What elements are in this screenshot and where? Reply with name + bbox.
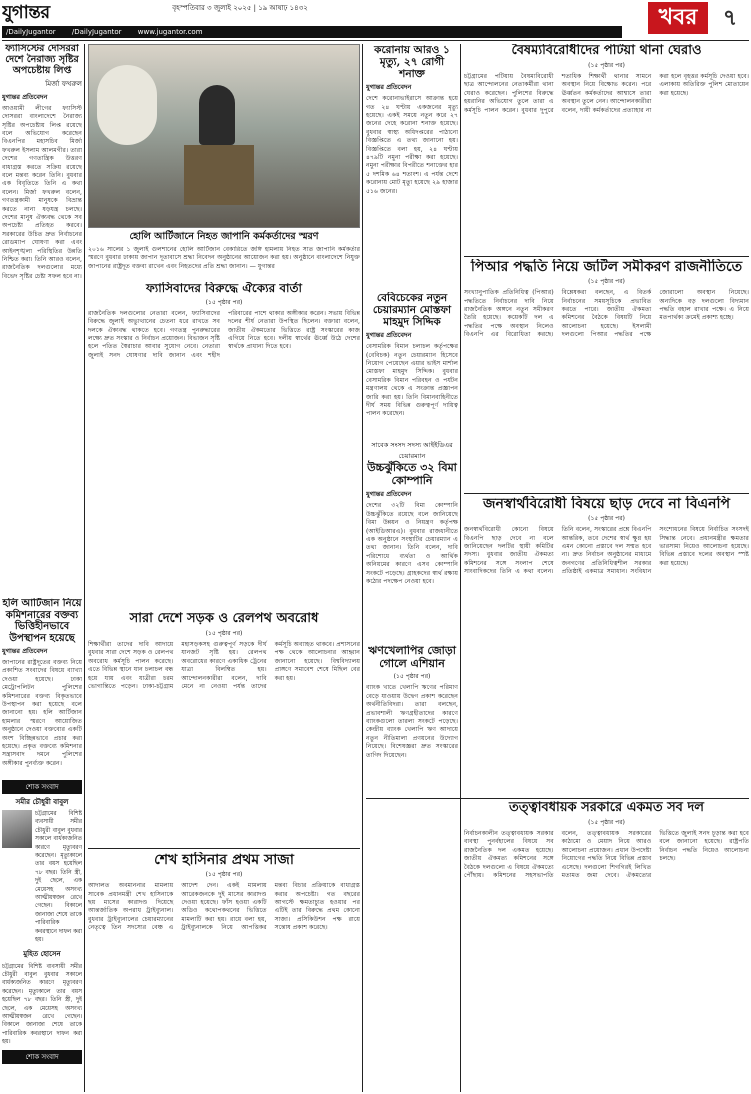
news-photo [88, 44, 360, 228]
article-body: চট্টগ্রামের পটিয়ায় বৈষম্যবিরোধী ছাত্র আন্দোলনের নেতাকর্মীরা থানা ঘেরাও করেছেন। পুলিশের বিরুদ্ধে হয়রানির অভিযোগ তুলে তারা এ কর্মসূচি পালন করেন। বুধবার দুপুরে শতাধিক শিক্ষার্থী থানার সামনে অবস্থান নিয়ে বিক্ষোভ করেন। পরে ঊর্ধ্বতন কর্মকর্তাদের আশ্বাসে তারা অবস্থান তুলে নেন। আন্দোলনকারীরা বলেন, দায়ী কর্মকর্তাদের প্রত্যাহার না করা হলে বৃহত্তর কর্মসূচি দেওয়া হবে। এলাকায় অতিরিক্ত পুলিশ মোতায়েন করা হয়েছে। [464, 72, 749, 114]
section-label: খবর [648, 2, 708, 34]
obituary-name-2: মুহিত হোসেন [23, 948, 61, 958]
article-road [88, 612, 360, 846]
article-fascist [2, 44, 82, 596]
page-number: ৭ [722, 5, 738, 31]
twitter-handle[interactable]: /DailyJugantor [71, 28, 122, 36]
article-bebichek [366, 292, 458, 437]
masthead: যুগান্তর [2, 2, 50, 23]
article-body: রাজনৈতিক দলগুলোর নেতারা বলেন, ফ্যাসিবাদের বিরুদ্ধে জুলাই অভ্যুত্থানের চেতনা ধরে রাখতে সব দলকে ঐক্যবদ্ধ থাকতে হবে। গণতন্ত্র পুনরুদ্ধারের লক্ষ্যে দ্রুত সংস্কার ও নির্বাচন প্রয়োজন। বিভাজন সৃষ্টি হলে পতিত স্বৈরাচার আবার সুযোগ নেবে। নেতারা জুলাই সনদ ঘোষণার দাবি জানান এবং শহীদ পরিবারের পাশে থাকার অঙ্গীকার করেন। সভায় বিভিন্ন দলের শীর্ষ নেতারা উপস্থিত ছিলেন। বক্তারা বলেন, জাতীয় ঐকমত্যের ভিত্তিতে রাষ্ট্র সংস্কারের কাজ এগিয়ে নিতে হবে। দলীয় স্বার্থের ঊর্ধ্বে উঠে দেশের স্বার্থকে প্রাধান্য দিতে হবে। [88, 309, 360, 359]
headline: সারা দেশে সড়ক ও রেলপথ অবরোধ [129, 612, 319, 626]
obituary-body-2: চট্টগ্রামের বিশিষ্ট ব্যবসায়ী সমীর চৌধুরী বাবুল বুধবার সকালে বার্ধক্যজনিত কারণে মৃত্যুবরণ করেছেন। মৃত্যুকালে তার বয়স হয়েছিল ৭৮ বছর। তিনি স্ত্রী, দুই ছেলে, এক মেয়েসহ অসংখ্য আত্মীয়স্বজন রেখে গেছেন। বিকালে জানাজা শেষে তাকে পারিবারিক কবরস্থানে দাফন করা হয়। [2, 963, 82, 1046]
article-unity [88, 282, 360, 612]
website-link[interactable]: www.jugantor.com [137, 28, 203, 36]
article-body: নির্বাচনকালীন তত্ত্বাবধায়ক সরকার ব্যবস্থা পুনর্বহালের বিষয়ে সব রাজনৈতিক দল একমত হয়েছে। জাতীয় ঐকমত্য কমিশনের সঙ্গে বৈঠকে দলগুলো এ বিষয়ে ঐকমত্যে পৌঁছায়। কমিশনের সহসভাপতি বলেন, তত্ত্বাবধায়ক সরকারের কাঠামো ও মেয়াদ নিয়ে আরও আলোচনা প্রয়োজন। প্রধান উপদেষ্টা নিয়োগের পদ্ধতি নিয়ে বিভিন্ন প্রস্তাব এসেছে। দলগুলো শিগগিরই লিখিত মতামত জমা দেবে। ঐকমত্যের ভিত্তিতে জুলাই সনদ চূড়ান্ত করা হবে বলে জানানো হয়েছে। রাষ্ট্রপতি নির্বাচন পদ্ধতি নিয়েও আলোচনা চলছে। [464, 829, 749, 879]
article-body: জাপানের রাষ্ট্রদূতের বক্তব্য নিয়ে প্রকাশিত সংবাদের বিষয়ে ব্যাখ্যা দেওয়া হয়েছে। ঢাকা মেট্রোপলিটন পুলিশের কমিশনারের বক্তব্য বিকৃতভাবে উপস্থাপন করা হয়েছে বলে জানানো হয়। হলি আর্টিজান হামলার স্মরণে আয়োজিত অনুষ্ঠানে দেওয়া বক্তব্যের একটি অংশ বিচ্ছিন্নভাবে প্রচার করা হয়েছে। প্রকৃত বক্তব্যে কমিশনার সন্ত্রাসবাদ দমনে পুলিশের অঙ্গীকার পুনর্ব্যক্ত করেন। [2, 659, 82, 767]
continued-note: (১৫ পৃষ্ঠার পর) [588, 818, 625, 826]
article-loan [366, 645, 458, 845]
continued-note: (১৫ পৃষ্ঠার পর) [588, 61, 625, 69]
headline: ঋণখেলাপির জোড়া গোলে এশিয়ান [368, 645, 456, 670]
header-rule [2, 40, 749, 41]
article-body: শিক্ষার্থীরা তাদের দাবি আদায়ে বুধবার সারা দেশে সড়ক ও রেলপথ অবরোধ কর্মসূচি পালন করেছে। এতে বিভিন্ন স্থানে যান চলাচল বন্ধ হয়ে যায় এবং যাত্রীরা চরম ভোগান্তিতে পড়েন। ঢাকা-চট্টগ্রাম মহাসড়কসহ গুরুত্বপূর্ণ সড়কে দীর্ঘ যানজট সৃষ্টি হয়। রেলপথ অবরোধের কারণে একাধিক ট্রেনের যাত্রা বিলম্বিত হয়। আন্দোলনকারীরা বলেন, দাবি মেনে না নেওয়া পর্যন্ত তাদের কর্মসূচি অব্যাহত থাকবে। প্রশাসনের পক্ষ থেকে আলোচনার আহ্বান জানানো হয়েছে। বিশ্ববিদ্যালয় প্রাঙ্গণে সমাবেশ শেষে মিছিল বের করা হয়। [88, 640, 360, 690]
byline: যুগান্তর প্রতিবেদন [2, 92, 48, 101]
social-bar [2, 26, 622, 38]
article-body: দেশের ৩২টি বিমা কোম্পানি উচ্চঝুঁকিতে রয়েছে বলে জানিয়েছে বিমা উন্নয়ন ও নিয়ন্ত্রণ কর্তৃপক্ষ (আইডিআরএ)। বুধবার রাজধানীতে এক অনুষ্ঠানে সংস্থাটির চেয়ারম্যান এ তথ্য জানান। তিনি বলেন, দাবি পরিশোধে ব্যর্থতা ও আর্থিক অনিয়মের কারণে এসব কোম্পানি সংকটে পড়েছে। গ্রাহকদের স্বার্থ রক্ষায় কঠোর পদক্ষেপ নেওয়া হবে। [366, 502, 458, 585]
podium [184, 145, 254, 205]
article-caretaker [464, 801, 749, 1091]
article-body: সংখ্যানুপাতিক প্রতিনিধিত্ব (পিআর) পদ্ধতিতে নির্বাচনের দাবি নিয়ে রাজনৈতিক অঙ্গনে নতুন সমীকরণ তৈরি হয়েছে। কয়েকটি দল এ পদ্ধতির পক্ষে অবস্থান নিলেও বিএনপি এর বিরোধিতা করছে। বিশ্লেষকরা বলছেন, এ বিতর্ক নির্বাচনের সময়সূচিকে প্রভাবিত করতে পারে। জাতীয় ঐকমত্য কমিশনের বৈঠকে বিষয়টি নিয়ে আলোচনা হয়েছে। ইসলামী দলগুলো পিআর পদ্ধতির পক্ষে জোরালো অবস্থান নিয়েছে। অন্যদিকে বড় দলগুলো বিদ্যমান পদ্ধতি বহাল রাখার পক্ষে। এ নিয়ে মতপার্থক্য ক্রমেই প্রকাশ্য হচ্ছে। [464, 289, 749, 339]
kicker: সাবেক সংসদ সদস্য আইইডিএর চেয়ারম্যান [371, 441, 453, 460]
byline: যুগান্তর প্রতিবেদন [366, 331, 412, 340]
continued-note: (১৫ পৃষ্ঠার পর) [205, 629, 243, 637]
headline: ফ্যাসিস্টের দোসররা দেশে নৈরাজ্য সৃষ্টির অপচেষ্টায় লিপ্ত [5, 44, 79, 76]
headline: জনস্বার্থবিরোধী বিষয়ে ছাড় দেবে না বিএনপি [482, 496, 731, 512]
article-body: ব্যাংক খাতে খেলাপি ঋণের পরিমাণ বেড়ে যাওয়ায় উদ্বেগ প্রকাশ করেছেন অর্থনীতিবিদরা। তারা বলছেন, প্রভাবশালী ঋণগ্রহীতাদের কারণে ব্যাংকগুলো তারল্য সংকটে পড়েছে। কেন্দ্রীয় ব্যাংক খেলাপি ঋণ আদায়ে নতুন নীতিমালা প্রণয়নের উদ্যোগ নিয়েছে। বিশেষজ্ঞরা দ্রুত সংস্কারের তাগিদ দিয়েছেন। [366, 684, 458, 759]
article-bnp [464, 496, 749, 796]
article-holi [2, 598, 82, 773]
headline: উচ্চঝুঁকিতে ৩২ বিমা কোম্পানি [367, 461, 457, 487]
continued-note: (১৫ পৃষ্ঠার পর) [393, 673, 431, 681]
obituary-label-2: শোক সংবাদ [2, 1050, 82, 1064]
article-corona [366, 44, 458, 289]
headline: পিআর পদ্ধতি নিয়ে জটিল সমীকরণ রাজনীতিতে [470, 259, 743, 275]
continued-note: (১৫ পৃষ্ঠার পর) [588, 515, 625, 523]
byline: যুগান্তর প্রতিবেদন [2, 647, 48, 655]
article-body: জনস্বার্থবিরোধী কোনো বিষয়ে বিএনপি ছাড় দেবে না বলে জানিয়েছেন দলটির স্থায়ী কমিটির সদস্য। বুধবার জাতীয় ঐকমত্য কমিশনের সঙ্গে সংলাপ শেষে সাংবাদিকদের তিনি এ কথা বলেন। তিনি বলেন, সংস্কারের প্রশ্নে বিএনপি আন্তরিক, তবে দেশের স্বার্থ ক্ষুণ্ণ হয় এমন কোনো প্রস্তাবে দল সম্মত হবে না। দ্রুত নির্বাচন অনুষ্ঠানের মাধ্যমে জনগণের প্রতিনিধিত্বশীল সরকার প্রতিষ্ঠাই একমাত্র সমাধান। সংবিধান সংশোধনের বিষয়ে নির্বাচিত সংসদই সিদ্ধান্ত নেবে। প্রধানমন্ত্রীর ক্ষমতার ভারসাম্য নিয়েও আলোচনা হয়েছে। বিভিন্ন প্রস্তাবে দলের অবস্থান স্পষ্ট করা হয়েছে। [464, 526, 749, 576]
byline: যুগান্তর প্রতিবেদন [366, 83, 412, 92]
section-rule [88, 848, 360, 849]
continued-note: (১৫ পৃষ্ঠার পর) [205, 871, 243, 879]
obituary [2, 780, 82, 1092]
column-rule [362, 44, 363, 1092]
headline: বেবিচেকের নতুন চেয়ারম্যান মোস্তফা মাহমুদ সিদ্দিক [372, 292, 452, 329]
dateline: বৃহস্পতিবার ৩ জুলাই ২০২৫ | ১৯ আষাঢ় ১৪৩২ [172, 4, 308, 12]
continued-note: (১৫ পৃষ্ঠার পর) [588, 278, 625, 286]
obituary-label: শোক সংবাদ [2, 780, 82, 794]
section-rule [464, 493, 749, 494]
article-discrim [464, 44, 749, 254]
photo-caption: হোলি আর্টিজানে নিহত জাপানি কর্মকর্তাদের স্মরণ [129, 231, 319, 242]
article-pr [464, 259, 749, 491]
section-rule [464, 256, 749, 257]
headline: বৈষম্যবিরোধীদের পটিয়া থানা ঘেরাও [511, 44, 702, 58]
photo-text: ২০১৬ সালের ১ জুলাই গুলশানের হোলি আর্টিজান বেকারিতে জঙ্গি হামলায় নিহত সাত জাপানি কর্মকর্তার স্মরণে বুধবার ঢাকায় জাপান দূতাবাসে শ্রদ্ধা নিবেদন অনুষ্ঠানের আয়োজন করা হয়। অনুষ্ঠানে বাংলাদেশে নিযুক্ত জাপানের রাষ্ট্রদূত বক্তব্য রাখেন এবং নিহতদের প্রতি শ্রদ্ধা জানান। — যুগান্তর [88, 246, 360, 270]
byline: যুগান্তর প্রতিবেদন [366, 490, 412, 499]
obituary-name: সমীর চৌধুরী বাবুল [15, 797, 69, 806]
headline: ফ্যাসিবাদের বিরুদ্ধে ঐক্যের বার্তা [145, 282, 303, 295]
headline: শেখ হাসিনার প্রথম সাজা [154, 852, 294, 868]
facebook-handle[interactable]: /DailyJugantor [6, 28, 56, 36]
article-body: আদালত অবমাননার মামলায় সাবেক প্রধানমন্ত্রী শেখ হাসিনাকে ছয় মাসের কারাদণ্ড দিয়েছে আন্তর্জাতিক অপরাধ ট্রাইব্যুনাল। বুধবার ট্রাইব্যুনালের চেয়ারম্যানের নেতৃত্বে তিন সদস্যের বেঞ্চ এ আদেশ দেন। একই মামলায় আরেকজনকে দুই মাসের কারাদণ্ড দেওয়া হয়েছে। ফাঁস হওয়া একটি অডিও কথোপকথনের ভিত্তিতে মামলাটি করা হয়। রায়ে বলা হয়, ট্রাইব্যুনালকে নিয়ে আপত্তিকর মন্তব্য বিচার প্রক্রিয়াকে বাধাগ্রস্ত করার অপচেষ্টা। গত বছরের আগস্টে ক্ষমতাচ্যুত হওয়ার পর এটিই তার বিরুদ্ধে প্রথম কোনো সাজা। প্রসিকিউশন পক্ষ রায়ে সন্তোষ প্রকাশ করেছে। [88, 882, 360, 932]
article-hasina [88, 852, 360, 1092]
speaker-figure [199, 85, 235, 145]
article-body: দেশে করোনাভাইরাসে আক্রান্ত হয়ে গত ২৪ ঘণ্টায় একজনের মৃত্যু হয়েছে। একই সময়ে নতুন করে ২৭ জনের দেহে করোনা শনাক্ত হয়েছে। বুধবার স্বাস্থ্য অধিদপ্তরের পাঠানো বিজ্ঞপ্তিতে এ তথ্য জানানো হয়। বিজ্ঞপ্তিতে বলা হয়, ২৪ ঘণ্টায় ৪৭৯টি নমুনা পরীক্ষা করা হয়েছে। নমুনা পরীক্ষার বিপরীতে শনাক্তের হার ৫ দশমিক ৬৪ শতাংশ। এ পর্যন্ত দেশে করোনায় মোট মৃত্যু হয়েছে ২৯ হাজার ৫১৬ জনের। [366, 95, 458, 195]
article-body: আওয়ামী লীগের ফ্যাসিস্ট দোসররা বাংলাদেশে নৈরাজ্য সৃষ্টির অপচেষ্টায় লিপ্ত রয়েছে বলে অভিযোগ করেছেন বিএনপির মহাসচিব মির্জা ফখরুল ইসলাম আলমগীর। তারা দেশের গণতান্ত্রিক উত্তরণ বাধাগ্রস্ত করতে সক্রিয় রয়েছে বলে মন্তব্য করেন তিনি। বুধবার এক বিবৃতিতে তিনি এ কথা বলেন। মির্জা ফখরুল বলেন, গণতন্ত্রকামী মানুষকে বিভ্রান্ত করতে নানা ষড়যন্ত্র চলছে। দেশের মানুষ ঐক্যবদ্ধ থেকে সব অপচেষ্টা প্রতিহত করবে। সরকারের উচিত দ্রুত নির্বাচনের রোডম্যাপ ঘোষণা করা এবং আইনশৃঙ্খলা পরিস্থিতির উন্নতি নিশ্চিত করা। তিনি আরও বলেন, রাজনৈতিক দলগুলোর মধ্যে বিভেদ সৃষ্টির চেষ্টা সফল হবে না। [2, 104, 82, 280]
flower-wreath [97, 65, 157, 145]
subhead: মির্জা ফখরুল [45, 79, 82, 88]
column-rule [84, 44, 85, 1092]
section-rule [366, 798, 749, 799]
obituary-portrait [2, 810, 32, 848]
headline: করোনায় আরও ১ মৃত্যু, ২৭ রোগী শনাক্ত [374, 44, 450, 81]
headline: তত্ত্বাবধায়ক সরকারে একমত সব দল [509, 801, 704, 815]
column-rule [460, 44, 461, 1092]
article-body: বেসামরিক বিমান চলাচল কর্তৃপক্ষের (বেবিচক) নতুন চেয়ারম্যান হিসেবে নিয়োগ পেয়েছেন এয়ার ভাইস মার্শাল মোস্তফা মাহমুদ সিদ্দিক। বুধবার বেসামরিক বিমান পরিবহন ও পর্যটন মন্ত্রণালয় থেকে এ সংক্রান্ত প্রজ্ঞাপন জারি করা হয়। তিনি বিমানবাহিনীতে দীর্ঘ সময় বিভিন্ন গুরুত্বপূর্ণ দায়িত্ব পালন করেছেন। [366, 343, 458, 418]
article-insurance [366, 440, 458, 640]
obituary-body: চট্টগ্রামের বিশিষ্ট ব্যবসায়ী সমীর চৌধুরী বাবুল বুধবার সকালে বার্ধক্যজনিত কারণে মৃত্যুবরণ করেছেন। মৃত্যুকালে তার বয়স হয়েছিল ৭৮ বছর। তিনি স্ত্রী, দুই ছেলে, এক মেয়েসহ অসংখ্য আত্মীয়স্বজন রেখে গেছেন। বিকালে জানাজা শেষে তাকে পারিবারিক কবরস্থানে দাফন করা হয়। [35, 811, 82, 944]
continued-note: (১৫ পৃষ্ঠার পর) [205, 298, 243, 306]
headline: হলি আর্টিজান নিয়ে কমিশনারের বক্তব্য ভিত্তিহীনভাবে উপস্থাপন হয়েছে [2, 598, 82, 644]
